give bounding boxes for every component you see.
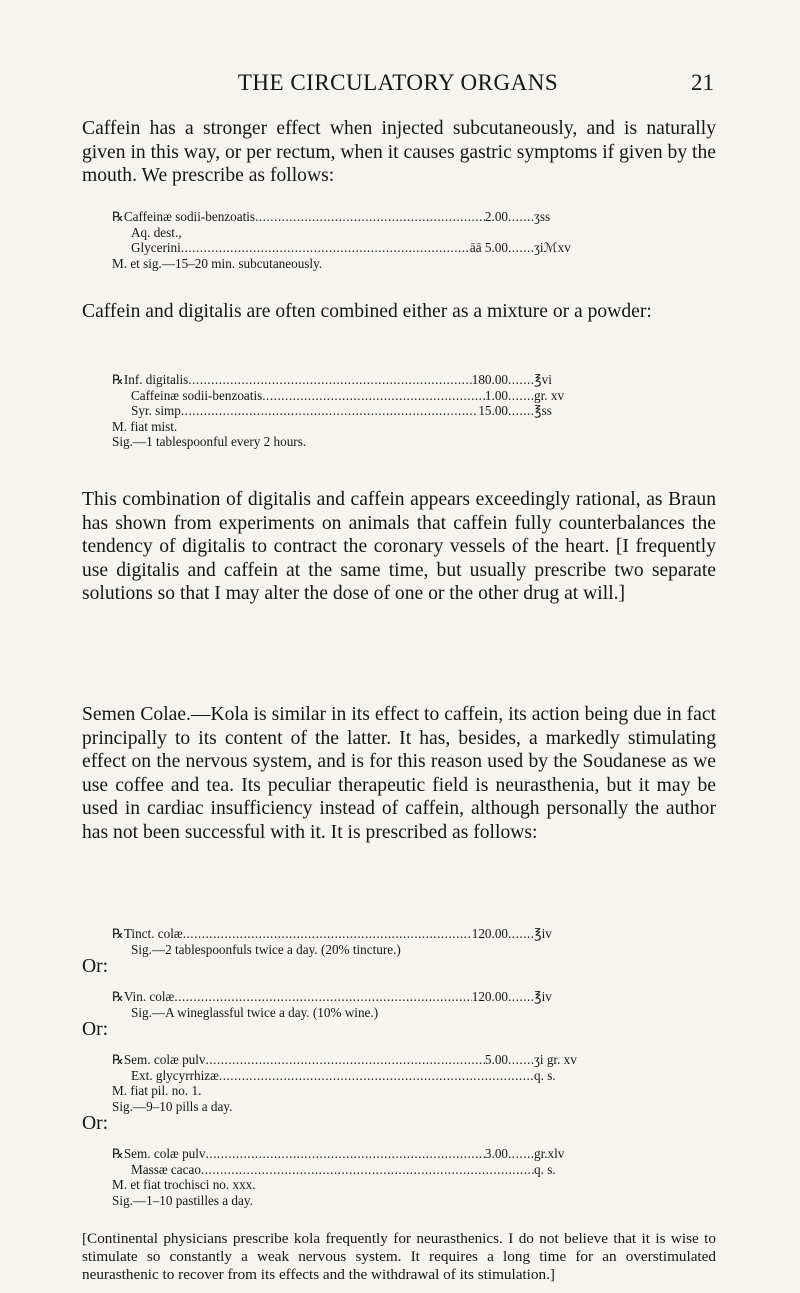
rx-line bbox=[112, 388, 592, 404]
ingredient-name: Caffeinæ sodii-benzoatis bbox=[123, 209, 256, 224]
running-header bbox=[82, 70, 714, 100]
prescription-caffein-injection bbox=[112, 209, 592, 271]
dot-leader bbox=[181, 403, 478, 419]
rx-line bbox=[112, 240, 592, 256]
ingredient-quantity: 1.00 bbox=[484, 387, 508, 403]
paragraph-caffein-digitalis: Caffein and digitalis are often combined either as a mixture or a powder: bbox=[82, 301, 652, 322]
ingredient-quantity: 120.00 bbox=[471, 989, 508, 1004]
rx-symbol: ℞ bbox=[112, 926, 124, 941]
paragraph-caffein-subcutaneous: Caffein has a stronger effect when injected subcutaneously, and is naturally given in this way, or per rectum, when it causes gastric symptoms if given by the mouth. We prescribe as follows: bbox=[82, 118, 716, 187]
rx-signature: Sig.—1–10 pastilles a day. bbox=[112, 1192, 253, 1208]
rx-directions: M. fiat mist. bbox=[112, 418, 178, 434]
ingredient-apothecary-dose: gr.xlv bbox=[534, 1146, 565, 1161]
ingredient-quantity: 15.00 bbox=[478, 403, 508, 418]
rx-signature: Sig.—1 tablespoonful every 2 hours. bbox=[112, 434, 307, 449]
prescription-digitalis-caffein-mixture bbox=[112, 372, 592, 450]
rx-symbol: ℞ bbox=[112, 1052, 124, 1067]
rx-signature: M. et sig.—15–20 min. subcutaneously. bbox=[112, 255, 323, 271]
ingredient-quantity: āā 5.00 bbox=[469, 240, 508, 255]
dot-leader bbox=[508, 1146, 534, 1162]
dot-leader bbox=[508, 989, 534, 1005]
ingredient-name: Sem. colæ pulv bbox=[123, 1146, 206, 1161]
dot-leader bbox=[181, 240, 470, 256]
ingredient-quantity: 5.00 bbox=[484, 1052, 508, 1067]
rx-signature: Sig.—9–10 pills a day. bbox=[112, 1098, 233, 1114]
dot-leader bbox=[508, 372, 534, 388]
dot-leader bbox=[508, 209, 534, 225]
prescription-vin-colae bbox=[112, 989, 592, 1020]
dot-leader bbox=[508, 926, 534, 942]
rx-line: Aq. dest., bbox=[131, 224, 182, 240]
rx-line bbox=[112, 403, 592, 419]
dot-leader bbox=[219, 1068, 534, 1084]
ingredient-name: Inf. digitalis bbox=[123, 372, 189, 387]
ingredient-quantity: 2.00 bbox=[484, 209, 508, 224]
dot-leader bbox=[201, 1162, 534, 1178]
or-label: Or: bbox=[82, 1019, 109, 1040]
rx-signature: Sig.—A wineglassful twice a day. (10% wine.) bbox=[131, 1004, 379, 1020]
rx-line bbox=[112, 372, 592, 388]
ingredient-name: Massæ cacao bbox=[131, 1161, 201, 1177]
prescription-kola-pastilles bbox=[112, 1146, 592, 1208]
rx-line bbox=[112, 989, 592, 1005]
ingredient-name: Syr. simp bbox=[131, 403, 181, 418]
paragraph-continental-physicians: [Continental physicians prescribe kola frequently for neurasthenics. I do not believe that it is wise to stimulate so constantly a weak nervous system. It requires a long time for an overstimulated neurasthenic to recover from its effects and the withdrawal of its stimulation.] bbox=[82, 1230, 716, 1284]
rx-line bbox=[112, 1068, 592, 1084]
ingredient-name: Glycerini bbox=[131, 240, 181, 255]
rx-directions: M. fiat pil. no. 1. bbox=[112, 1083, 202, 1098]
ingredient-apothecary-dose: ʒiℳxv bbox=[534, 240, 571, 255]
ingredient-apothecary-dose: ℥iv bbox=[534, 926, 552, 941]
page-number: 21 bbox=[691, 70, 714, 95]
dot-leader bbox=[508, 1052, 534, 1068]
chapter-title: THE CIRCULATORY ORGANS bbox=[237, 70, 559, 95]
dot-leader bbox=[508, 403, 534, 419]
ingredient-apothecary-dose: ʒi gr. xv bbox=[534, 1052, 577, 1067]
rx-line bbox=[112, 209, 592, 225]
ingredient-apothecary-dose: ℥iv bbox=[534, 989, 552, 1004]
or-label: Or: bbox=[82, 1113, 109, 1134]
ingredient-name: Sem. colæ pulv bbox=[123, 1052, 206, 1067]
dot-leader bbox=[174, 989, 471, 1005]
paragraph-semen-colae: Semen Colae.—Kola is similar in its effect to caffein, its action being due in fact principally to its content of the latter. It has, besides, a markedly stimulating effect on the nervous system, and is for this reason used by the Soudanese as we use coffee and tea. Its peculiar therapeutic field is neurasthenia, but it may be used in cardiac insufficiency instead of caffein, although personally the author has not been successful with it. It is prescribed as follows: bbox=[82, 704, 716, 843]
ingredient-name: Vin. colæ bbox=[123, 989, 175, 1004]
dot-leader bbox=[508, 388, 534, 404]
or-label: Or: bbox=[82, 956, 109, 977]
dot-leader bbox=[188, 372, 471, 388]
ingredient-name: Ext. glycyrrhizæ bbox=[131, 1067, 219, 1083]
rx-directions: M. et fiat trochisci no. xxx. bbox=[112, 1177, 256, 1192]
ingredient-apothecary-dose: q. s. bbox=[534, 1161, 556, 1177]
rx-symbol: ℞ bbox=[112, 989, 124, 1004]
ingredient-apothecary-dose: ℥vi bbox=[534, 372, 552, 387]
rx-line bbox=[112, 926, 592, 942]
rx-symbol: ℞ bbox=[112, 372, 124, 387]
paragraph-combination-rationale: This combination of digitalis and caffein appears exceedingly rational, as Braun has shown from experiments on animals that caffein fully counterbalances the tendency of digitalis to contract the coronary vessels of the heart. [I frequently use digitalis and caffein at the same time, but usually prescribe two separate solutions so that I may alter the dose of one or the other drug at will.] bbox=[82, 489, 716, 605]
ingredient-name: Caffeinæ sodii-benzoatis bbox=[131, 387, 263, 403]
ingredient-quantity: 120.00 bbox=[471, 926, 508, 941]
prescription-tinct-colae bbox=[112, 926, 592, 957]
ingredient-apothecary-dose: gr. xv bbox=[534, 387, 565, 403]
prescription-kola-pills bbox=[112, 1052, 592, 1114]
rx-line bbox=[112, 1052, 592, 1068]
rx-symbol: ℞ bbox=[112, 1146, 124, 1161]
dot-leader bbox=[508, 240, 534, 256]
rx-line bbox=[112, 1146, 592, 1162]
rx-line bbox=[112, 1162, 592, 1178]
dot-leader bbox=[183, 926, 472, 942]
ingredient-name: Tinct. colæ bbox=[123, 926, 183, 941]
ingredient-quantity: 180.00 bbox=[471, 372, 508, 387]
dot-leader bbox=[206, 1052, 485, 1068]
ingredient-apothecary-dose: ʒss bbox=[534, 209, 551, 224]
dot-leader bbox=[206, 1146, 485, 1162]
dot-leader bbox=[262, 388, 485, 404]
ingredient-apothecary-dose: ℥ss bbox=[534, 403, 552, 418]
ingredient-quantity: 3.00 bbox=[484, 1146, 508, 1161]
dot-leader bbox=[255, 209, 485, 225]
rx-symbol: ℞ bbox=[112, 209, 124, 224]
rx-signature: Sig.—2 tablespoonfuls twice a day. (20% tincture.) bbox=[131, 941, 401, 957]
ingredient-apothecary-dose: q. s. bbox=[534, 1067, 556, 1083]
